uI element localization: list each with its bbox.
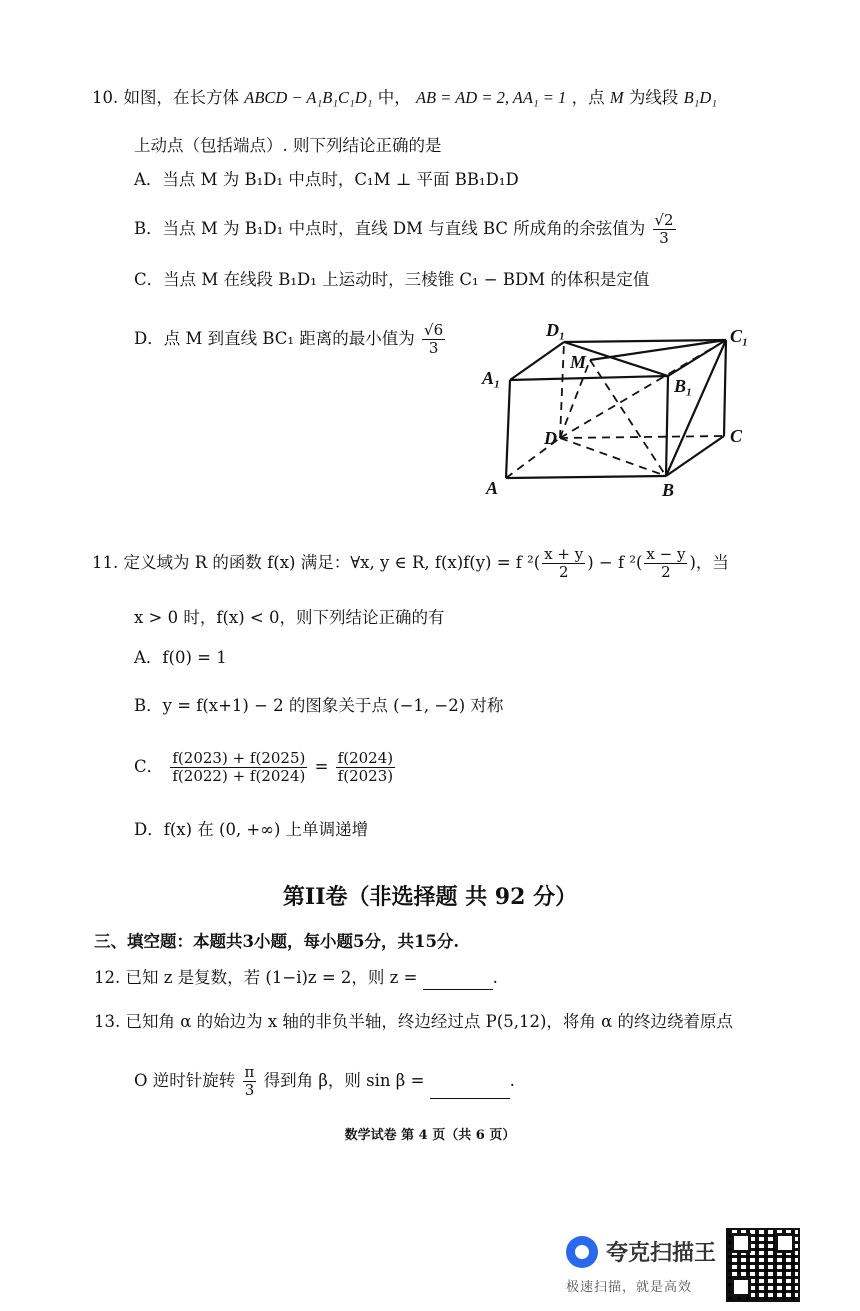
q10-stem-line1: [92, 86, 717, 110]
q11-number: 11.: [92, 553, 119, 572]
label-A1: A₁: [482, 368, 501, 388]
q10-given: AB = AD = 2, AA₁ = 1: [415, 88, 567, 107]
label-C1: C₁: [730, 326, 749, 346]
segment-DB-hidden: [560, 438, 666, 476]
q11-option-d: D．f(x) 在 (0, +∞) 上单调递增: [134, 820, 369, 839]
q11-stem-line2: x > 0 时，f(x) < 0，则下列结论正确的有: [134, 608, 445, 627]
q10-stem-prefix: 如图，在长方体: [123, 88, 239, 107]
q11-option-c-denominator-1: f(2022) + f(2024): [172, 767, 306, 785]
q10-stem-line2: 上动点（包括端点）. 则下列结论正确的是: [134, 136, 442, 155]
edge-BB1: [666, 376, 668, 476]
q11-fraction-2-denominator: 2: [661, 563, 671, 581]
q11-stem-b: ) − f ²(: [587, 553, 643, 572]
label-D: D: [544, 428, 557, 448]
q10-option-d: [134, 322, 447, 357]
q10-option-b-text: B．当点 M 为 B₁D₁ 中点时，直线 DM 与直线 BC 所成角的余弦值为: [134, 219, 646, 238]
q10-seg: B₁D₁: [683, 88, 718, 107]
label-A: A: [486, 478, 499, 498]
q11-stem-a: 定义域为 R 的函数 f(x) 满足：∀x, y ∈ R, f(x)f(y) = f ²(: [123, 553, 541, 572]
q11-fraction-1-numerator: x + y: [544, 545, 584, 563]
q10-stem-seg: 为线段: [628, 88, 679, 107]
edge-DC-hidden: [560, 436, 724, 438]
qr-code-icon: [726, 1228, 800, 1302]
q11-option-c-equals: =: [314, 757, 329, 776]
scanner-slogan: 极速扫描，就是高效: [566, 1280, 693, 1295]
q10-option-b-fraction: [653, 212, 676, 247]
q13-fraction-denominator: 3: [244, 1081, 255, 1099]
edge-A1D1: [510, 342, 564, 380]
q11-option-c-fraction-1: [170, 750, 307, 785]
q10-stem-mid: 中，: [377, 88, 411, 107]
edge-CC1: [724, 340, 726, 436]
q10-m: M: [609, 88, 624, 107]
q13-answer-blank: [430, 1080, 510, 1099]
q13-fraction-numerator: π: [244, 1063, 255, 1081]
q12-answer-blank: [423, 971, 493, 990]
q12-line: [94, 966, 498, 990]
label-B: B: [662, 480, 675, 500]
q10-option-a: A．当点 M 为 B₁D₁ 中点时，C₁M ⊥ 平面 BB₁D₁D: [134, 170, 519, 189]
q11-fraction-2-numerator: x − y: [646, 545, 686, 563]
q11-option-b: B．y = f(x+1) − 2 的图象关于点 (−1, −2) 对称: [134, 696, 504, 715]
q11-option-a: A．f(0) = 1: [134, 648, 227, 667]
q11-stem-line1: [92, 546, 729, 581]
q13-line1-text: 已知角 α 的始边为 x 轴的非负半轴，终边经过点 P(5,12)，将角 α 的终边绕着原点: [125, 1012, 734, 1031]
q10-number: 10.: [92, 88, 119, 107]
q10-option-d-text: D．点 M 到直线 BC₁ 距离的最小值为: [134, 329, 415, 348]
q13-line2: [134, 1064, 515, 1099]
q11-option-c: [134, 750, 397, 785]
q13-line2-a: O 逆时针旋转: [134, 1071, 236, 1090]
q11-option-c-numerator-1: f(2023) + f(2025): [172, 749, 306, 767]
edge-AA1: [506, 380, 510, 478]
q10-option-d-fraction: [422, 322, 445, 357]
edge-DD1-hidden: [560, 342, 564, 438]
q10-box-name: ABCD − A₁B₁C₁D₁: [244, 88, 373, 107]
section-3-heading: 三、填空题：本题共3小题，每小题5分，共15分.: [94, 932, 460, 951]
q13-fraction: [243, 1064, 257, 1099]
label-B1: B₁: [674, 376, 693, 396]
edge-A1B1: [510, 376, 668, 380]
scanner-watermark: [566, 1228, 856, 1303]
q11-fraction-1-denominator: 2: [558, 563, 569, 581]
q12-number: 12.: [94, 968, 121, 987]
q11-stem-c: )，当: [689, 553, 729, 572]
q11-option-c-label: C．: [134, 757, 164, 776]
q13-line1: [94, 1010, 733, 1034]
cuboid-figure: [470, 316, 760, 506]
q13-number: 13.: [94, 1012, 121, 1031]
section-2-title: 第II卷（非选择题 共 92 分）: [282, 884, 578, 910]
page-footer: 数学试卷 第 4 页（共 6 页）: [344, 1128, 516, 1143]
q11-option-c-denominator-2: f(2023): [337, 767, 394, 785]
edge-D1C1: [564, 340, 726, 342]
edge-AB: [506, 476, 666, 478]
q12-text: 已知 z 是复数，若 (1−i)z = 2，则 z =: [125, 968, 418, 987]
q11-fraction-2: [644, 546, 687, 581]
q10-option-c: C．当点 M 在线段 B₁D₁ 上运动时，三棱锥 C₁ − BDM 的体积是定值: [134, 270, 650, 289]
q11-fraction-1: [542, 546, 585, 581]
q12-tail: .: [492, 968, 498, 987]
scanner-logo-icon: [566, 1236, 598, 1268]
q10-option-d-denominator: 3: [428, 339, 439, 357]
label-C: C: [730, 426, 743, 446]
q13-line2-b: 得到角 β，则 sin β =: [263, 1071, 425, 1090]
q10-option-b-denominator: 3: [659, 229, 669, 247]
q10-option-d-numerator: √6: [424, 321, 444, 339]
q13-tail: .: [509, 1071, 515, 1090]
q10-option-b: [134, 212, 678, 247]
label-D1: D₁: [546, 320, 566, 340]
q10-stem-point: ，点: [571, 88, 605, 107]
q10-option-b-numerator: √2: [654, 211, 674, 229]
q11-option-c-numerator-2: f(2024): [337, 749, 394, 767]
scanner-app-name: 夸克扫描王: [606, 1241, 717, 1266]
q11-option-c-fraction-2: [336, 750, 395, 785]
label-M: M: [570, 352, 587, 372]
